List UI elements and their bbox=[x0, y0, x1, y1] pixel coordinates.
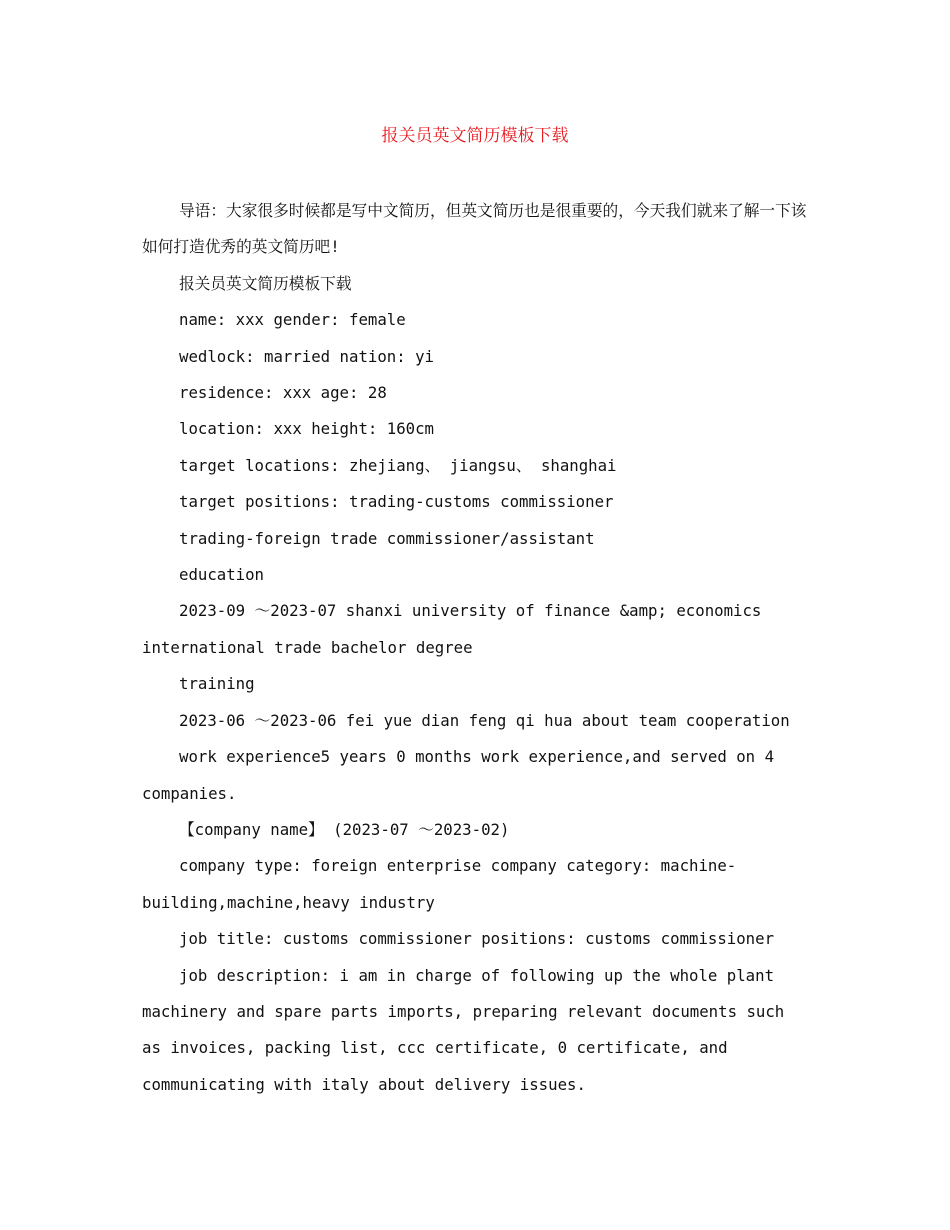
target-positions-line: target positions: trading-customs commissioner bbox=[179, 492, 614, 512]
company-type-line: company type: foreign enterprise company category: machine-building,machine,heavy industry bbox=[142, 856, 737, 912]
name-gender-line: name: xxx gender: female bbox=[179, 310, 406, 330]
intro-paragraph: 导语：大家很多时候都是写中文简历，但英文简历也是很重要的，今天我们就来了解一下该如何打造优秀的英文简历吧! bbox=[142, 201, 807, 257]
location-height-line: location: xxx height: 160cm bbox=[179, 419, 435, 439]
residence-age-line: residence: xxx age: 28 bbox=[179, 383, 387, 403]
education-heading: education bbox=[179, 565, 265, 585]
wedlock-nation-line: wedlock: married nation: yi bbox=[179, 346, 435, 366]
training-entry: 2023-06 ～2023-06 fei yue dian feng qi hua about team cooperation bbox=[179, 710, 790, 730]
document-body bbox=[142, 193, 812, 1103]
job-description-paragraph: job description: i am in charge of following up the whole plant machinery and spare parts imports, preparing relevant documents such as invoices, packing list, ccc certificate, 0 certificate, and communicating with italy about delivery issues. bbox=[142, 965, 794, 1094]
training-heading: training bbox=[179, 674, 255, 694]
company-name-line: 【company name】 (2023-07 ～2023-02) bbox=[179, 819, 510, 839]
target-locations-line: target locations: zhejiang、 jiangsu、 shanghai bbox=[179, 455, 617, 475]
job-title-line: job title: customs commissioner positions: customs commissioner bbox=[179, 929, 775, 949]
work-experience-summary: work experience5 years 0 months work experience,and served on 4 companies. bbox=[142, 747, 784, 803]
target-positions-continued-line: trading-foreign trade commissioner/assistant bbox=[179, 528, 595, 548]
document-title: 报关员英文简历模板下载 bbox=[381, 126, 569, 146]
section-heading: 报关员英文简历模板下载 bbox=[179, 273, 352, 293]
education-entry: 2023-09 ～2023-07 shanxi university of finance &amp; economics international trade bachelor degree bbox=[142, 601, 771, 657]
